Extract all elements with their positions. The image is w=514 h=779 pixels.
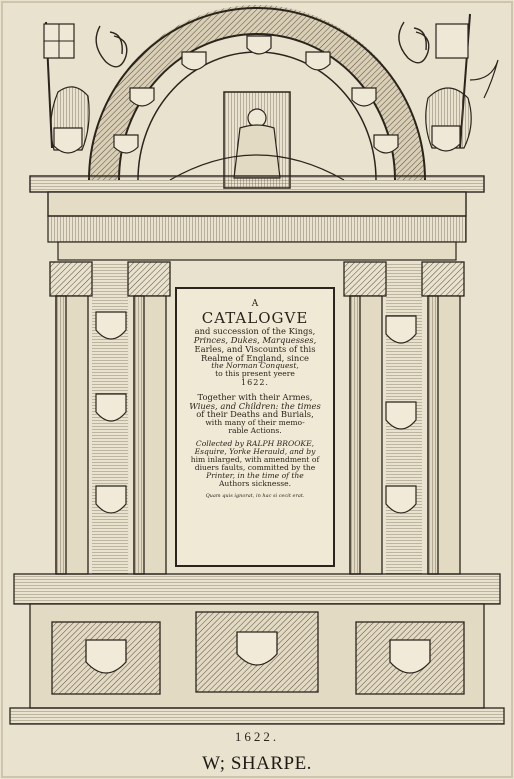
lion-supporter	[44, 22, 89, 153]
plinth	[10, 574, 504, 724]
title-motto: Quam quis ignorat, in hac si cecit erat.	[205, 492, 305, 499]
title-line: Princes, Dukes, Marquesses,	[193, 335, 317, 345]
title-line: with many of their memo-	[205, 418, 305, 428]
title-line: Earles, and Viscounts of this	[194, 343, 316, 354]
title-line: of their Deaths and Burials,	[196, 409, 314, 420]
dragon-supporter	[426, 14, 498, 151]
owner-stamp: W; SHARPE.	[202, 753, 312, 774]
title-line: Authors sicknesse.	[218, 478, 292, 488]
title-line: Wiues, and Children: the times	[189, 400, 321, 411]
title-line: rable Actions.	[228, 426, 282, 436]
title-block	[178, 292, 332, 562]
title-line: Collected by RALPH BROOKE,	[195, 439, 315, 449]
enthroned-king	[170, 92, 344, 188]
title-line: and succession of the Kings,	[194, 326, 316, 337]
title-line-a: A	[251, 299, 259, 309]
title-line: Realme of England, since	[201, 352, 309, 363]
title-line: the Norman Conquest,	[211, 361, 299, 371]
title-line: Together with their Armes,	[197, 391, 313, 402]
title-line: Esquire, Yorke Herauld, and by	[194, 447, 316, 457]
title-year: 1622.	[241, 378, 269, 388]
title-line-catalogue: CATALOGVE	[201, 309, 309, 328]
title-line: diuers faults, committed by the	[194, 463, 316, 473]
title-line: to this present yeere	[215, 369, 295, 379]
entablature	[30, 176, 484, 260]
title-line: him inlarged, with amendment of	[190, 455, 320, 465]
imprint-year: 1622.	[234, 729, 280, 744]
title-line: Printer, in the time of the	[206, 471, 304, 481]
